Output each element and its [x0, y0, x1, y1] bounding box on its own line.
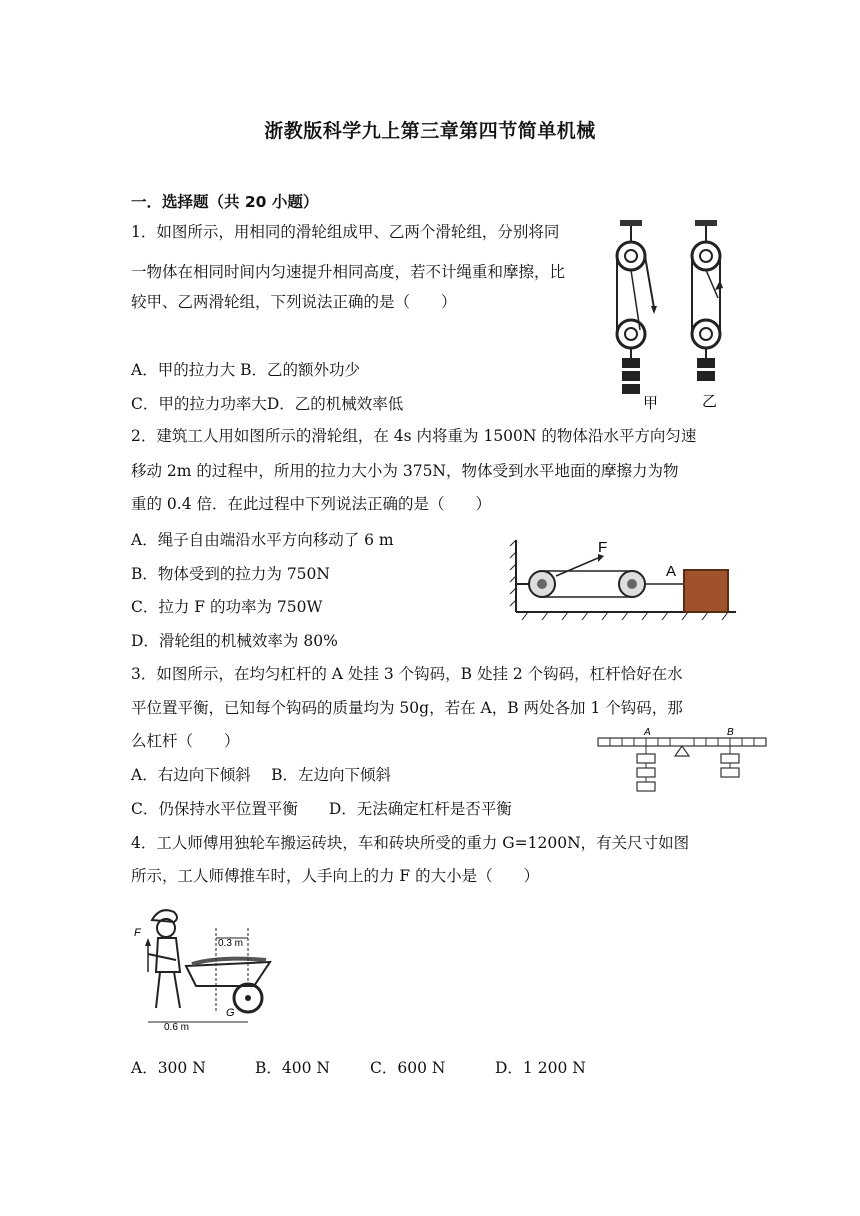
q1-options-cd: C．甲的拉力功率大D．乙的机械效率低	[131, 395, 404, 413]
q1-pulley-figure	[610, 218, 740, 410]
q4-label-f: F	[134, 927, 141, 939]
q3-line-3: 么杠杆（ ）	[131, 732, 240, 750]
q4-option-c: C．600 N	[370, 1059, 446, 1077]
q1-label-jia: 甲	[643, 395, 659, 410]
q3-options-cd: C．仍保持水平位置平衡 D．无法确定杠杆是否平衡	[131, 800, 512, 818]
q2-option-b: B．物体受到的拉力为 750N	[131, 565, 330, 583]
q1-line-2: 一物体在相同时间内匀速提升相同高度，若不计绳重和摩擦，比	[131, 263, 566, 281]
q2-line-2: 移动 2m 的过程中，所用的拉力大小为 375N，物体受到水平地面的摩擦力为物	[131, 462, 679, 480]
q4-option-b: B．400 N	[255, 1059, 330, 1077]
q2-option-a: A．绳子自由端沿水平方向移动了 6 m	[131, 531, 394, 549]
q1-line-1: 1．如图所示，用相同的滑轮组成甲、乙两个滑轮组，分别将同	[131, 223, 560, 241]
q4-line-1: 4．工人师傅用独轮车搬运砖块，车和砖块所受的重力 G=1200N，有关尺寸如图	[131, 834, 690, 852]
q3-options-ab: A．右边向下倾斜 B．左边向下倾斜	[131, 766, 392, 784]
q2-label-f: F	[598, 539, 608, 556]
q1-line-3: 较甲、乙两滑轮组，下列说法正确的是（ ）	[131, 293, 457, 311]
q2-line-1: 2．建筑工人用如图所示的滑轮组，在 4s 内将重为 1500N 的物体沿水平方向匀速	[131, 427, 697, 445]
q4-label-03m: 0.3 m	[218, 938, 244, 949]
q2-option-d: D．滑轮组的机械效率为 80%	[131, 632, 338, 650]
q2-line-3: 重的 0.4 倍．在此过程中下列说法正确的是（ ）	[131, 495, 492, 513]
q4-option-d: D．1 200 N	[495, 1059, 586, 1077]
section-heading: 一．选择题（共 20 小题）	[131, 193, 319, 211]
q1-label-yi: 乙	[702, 393, 718, 410]
q4-wheelbarrow-figure	[130, 900, 280, 1032]
q3-line-2: 平位置平衡，已知每个钩码的质量均为 50g，若在 A，B 两处各加 1 个钩码，那	[131, 699, 683, 717]
q3-label-b: B	[727, 727, 734, 738]
q2-label-a: A	[666, 563, 677, 580]
q3-label-a: A	[644, 727, 651, 738]
q4-label-g: G	[226, 1007, 235, 1019]
page-title: 浙教版科学九上第三章第四节简单机械	[264, 120, 596, 142]
q3-lever-figure	[596, 724, 768, 798]
q4-option-a: A．300 N	[131, 1059, 206, 1077]
q4-label-06m: 0.6 m	[164, 1022, 190, 1032]
q1-options-ab: A．甲的拉力大 B．乙的额外功少	[131, 361, 361, 379]
q2-pulley-figure	[508, 536, 738, 622]
q4-line-2: 所示，工人师傅推车时，人手向上的力 F 的大小是（ ）	[131, 867, 540, 885]
q2-option-c: C．拉力 F 的功率为 750W	[131, 598, 323, 616]
q3-line-1: 3．如图所示，在均匀杠杆的 A 处挂 3 个钩码，B 处挂 2 个钩码，杠杆恰好在水	[131, 665, 683, 683]
